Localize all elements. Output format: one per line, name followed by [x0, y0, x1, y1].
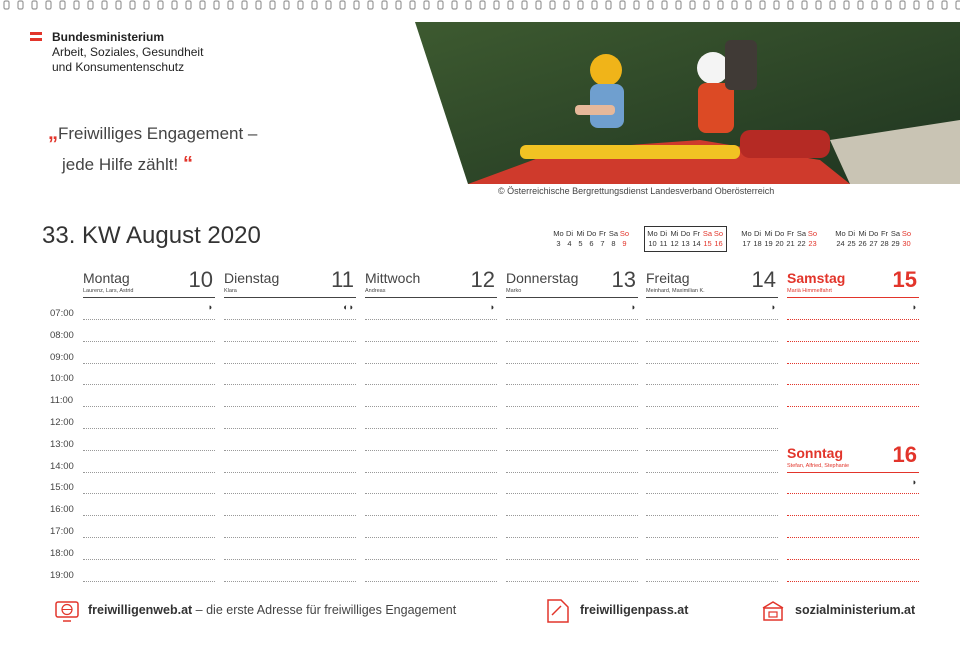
time-slot-line[interactable] — [224, 319, 356, 320]
footer-pass[interactable] — [580, 603, 688, 617]
time-slot-line[interactable] — [646, 384, 778, 385]
time-slot-line[interactable] — [224, 559, 356, 560]
ministry-line3: und Konsumentenschutz — [52, 60, 185, 74]
time-slot-line[interactable] — [646, 581, 778, 582]
time-slot-line[interactable] — [365, 515, 497, 516]
mini-calendar-weekday: Fr — [598, 229, 607, 238]
moon-phase-icon: ◐◗ — [343, 302, 354, 312]
time-label: 07:00 — [50, 308, 74, 319]
time-slot-line[interactable] — [365, 581, 497, 582]
mini-calendar-day: 28 — [880, 239, 889, 248]
mini-calendar-weekday: Mo — [741, 229, 752, 238]
time-slot-line[interactable] — [365, 537, 497, 538]
moon-phase-icon: ◗ — [911, 477, 917, 487]
mini-calendar-day: 27 — [869, 239, 878, 248]
time-slot-line[interactable] — [506, 319, 638, 320]
time-label: 08:00 — [50, 329, 74, 341]
moon-phase-icon: ◗ — [770, 302, 776, 312]
ministry-line2: Arbeit, Soziales, Gesundheit — [52, 45, 204, 59]
time-slot-line[interactable] — [506, 450, 638, 451]
time-slot-line[interactable] — [83, 581, 215, 582]
mini-calendar-day: 26 — [858, 239, 867, 248]
time-slot-line[interactable] — [224, 450, 356, 451]
time-slot-line[interactable] — [646, 406, 778, 407]
time-slot-line[interactable] — [506, 581, 638, 582]
mini-calendar-day: 10 — [648, 239, 657, 248]
footer-web-link[interactable]: freiwilligenweb.at — [88, 603, 193, 617]
footer-web-text: – die erste Adresse für freiwilliges Engagement — [192, 603, 457, 617]
time-slot-line[interactable] — [787, 363, 919, 364]
mini-calendar-day: 8 — [611, 239, 616, 248]
time-slot-line[interactable] — [646, 515, 778, 516]
day-underline — [224, 297, 356, 298]
slogan — [48, 118, 257, 180]
mini-calendar-day: 4 — [567, 239, 572, 248]
time-label: 10:00 — [50, 373, 74, 385]
day-number: 11 — [331, 267, 354, 292]
time-slot-line[interactable] — [787, 406, 919, 407]
ministry-line1: Bundesministerium — [52, 30, 165, 44]
day-name: Montag — [83, 270, 130, 286]
mini-calendar-weekday: Do — [774, 229, 785, 238]
close-quote: “ — [182, 153, 193, 175]
time-slot-line[interactable] — [83, 341, 215, 342]
time-slot-line[interactable] — [787, 559, 919, 560]
mini-calendar — [741, 229, 818, 249]
day-namedays: Klara — [224, 288, 237, 294]
time-slot-line[interactable] — [365, 428, 497, 429]
time-slot-line[interactable] — [365, 559, 497, 560]
mini-calendar-weekday: So — [619, 229, 630, 238]
slogan-line2: jede Hilfe zählt! — [62, 155, 179, 174]
mini-calendar-weekday: Di — [847, 229, 856, 238]
slogan-line1: Freiwilliges Engagement – — [58, 124, 258, 143]
time-slot-line[interactable] — [83, 537, 215, 538]
mini-calendar-weekday: Mi — [670, 229, 679, 238]
mini-calendar-weekday: Mi — [858, 229, 867, 238]
day-number: 10 — [188, 267, 213, 292]
time-slot-line[interactable] — [83, 450, 215, 451]
mini-calendar-day: 7 — [600, 239, 605, 248]
time-slot-line[interactable] — [83, 493, 215, 494]
mini-calendar-weekday: So — [713, 229, 724, 238]
day-name: Donnerstag — [506, 270, 579, 286]
time-slot-line[interactable] — [506, 559, 638, 560]
mini-calendar-day: 11 — [659, 239, 668, 248]
time-slot-line[interactable] — [365, 363, 497, 364]
time-slot-line[interactable] — [224, 406, 356, 407]
time-slot-line[interactable] — [646, 428, 778, 429]
day-underline — [83, 297, 215, 298]
moon-phase-icon: ◗ — [630, 302, 636, 312]
time-slot-line[interactable] — [365, 384, 497, 385]
open-quote: „ — [48, 122, 58, 144]
time-slot-line[interactable] — [224, 428, 356, 429]
time-slot-line[interactable] — [365, 450, 497, 451]
day-name: Dienstag — [224, 270, 280, 286]
time-slot-line[interactable] — [506, 341, 638, 342]
time-slot-line[interactable] — [506, 406, 638, 407]
mini-calendar-day: 18 — [753, 239, 762, 248]
time-label: 17:00 — [50, 526, 74, 537]
time-slot-line[interactable] — [83, 428, 215, 429]
moon-phase-icon: ◗ — [911, 302, 917, 312]
mini-calendar-weekday: Mi — [764, 229, 773, 238]
time-slot-line[interactable] — [787, 581, 919, 582]
building-icon — [761, 600, 785, 622]
mini-calendar — [553, 229, 630, 249]
footer-pass-link[interactable]: freiwilligenpass.at — [580, 603, 689, 617]
day-underline — [646, 297, 778, 298]
mini-calendar-weekday: Sa — [702, 229, 713, 238]
time-slot-line[interactable] — [83, 515, 215, 516]
time-slot-line[interactable] — [224, 384, 356, 385]
mini-calendar-day: 20 — [775, 239, 784, 248]
pass-document-icon — [546, 598, 570, 624]
mini-calendar-day: 21 — [786, 239, 795, 248]
day-namedays: Mariä Himmelfahrt — [787, 288, 832, 294]
time-slot-line[interactable] — [506, 384, 638, 385]
mini-calendar-day: 15 — [703, 239, 712, 248]
mini-calendar-weekday: Mo — [553, 229, 564, 238]
mini-calendar-weekday: So — [901, 229, 912, 238]
day-namedays: Marko — [506, 288, 522, 294]
time-slot-line[interactable] — [506, 363, 638, 364]
mini-calendar-weekday: Do — [868, 229, 879, 238]
day-underline — [787, 472, 919, 473]
time-slot-line[interactable] — [646, 559, 778, 560]
time-label: 15:00 — [50, 482, 74, 494]
mini-calendar-day: 30 — [902, 239, 911, 248]
day-number: 16 — [892, 442, 917, 467]
time-slot-line[interactable] — [83, 384, 215, 385]
footer-ministry[interactable] — [795, 603, 915, 617]
mini-calendar-day: 16 — [714, 239, 723, 248]
day-namedays: Stefan, Alfried, Stephanie — [787, 463, 850, 469]
day-name: Mittwoch — [365, 270, 421, 286]
day-namedays: Meinhard, Maximilian K. — [646, 288, 705, 294]
mini-calendar-weekday: Fr — [692, 229, 701, 238]
mini-calendar — [647, 229, 724, 249]
footer-ministry-link[interactable]: sozialministerium.at — [795, 603, 916, 617]
time-slot-line[interactable] — [787, 319, 919, 320]
time-slot-line[interactable] — [224, 581, 356, 582]
day-number: 13 — [611, 267, 636, 292]
day-number: 14 — [751, 267, 776, 292]
time-slot-line[interactable] — [787, 341, 919, 342]
mini-calendar-day: 9 — [622, 239, 627, 248]
mini-calendar-weekday: Fr — [786, 229, 795, 238]
mini-calendar-day: 5 — [578, 239, 583, 248]
mini-calendar-day: 12 — [670, 239, 679, 248]
day-namedays: Andreas — [365, 288, 386, 294]
time-slot-line[interactable] — [506, 515, 638, 516]
mini-calendar-weekday: Di — [753, 229, 762, 238]
time-slot-line[interactable] — [224, 493, 356, 494]
mini-calendar-weekday: Mo — [647, 229, 658, 238]
day-namedays: Laurenz, Lars, Astrid — [83, 288, 134, 294]
mini-calendar-day: 22 — [797, 239, 806, 248]
time-slot-line[interactable] — [646, 537, 778, 538]
day-number: 12 — [470, 267, 495, 292]
time-label: 18:00 — [50, 547, 74, 559]
time-slot-line[interactable] — [506, 428, 638, 429]
time-slot-line[interactable] — [646, 450, 778, 451]
day-underline — [506, 297, 638, 298]
day-number: 15 — [892, 267, 917, 292]
photo-credit: © Österreichische Bergrettungsdienst Landesverband Oberösterreich — [498, 186, 775, 196]
mini-calendar-day: 13 — [681, 239, 690, 248]
mini-calendar-day: 17 — [742, 239, 751, 248]
time-slot-line[interactable] — [646, 472, 778, 473]
time-slot-line[interactable] — [365, 319, 497, 320]
time-label: 14:00 — [50, 460, 74, 472]
time-slot-line[interactable] — [83, 559, 215, 560]
time-label: 13:00 — [50, 438, 74, 450]
mini-calendar-day: 19 — [764, 239, 773, 248]
time-slot-line[interactable] — [506, 537, 638, 538]
time-slot-line[interactable] — [83, 406, 215, 407]
mini-calendar-day: 6 — [589, 239, 594, 248]
time-label: 09:00 — [50, 351, 74, 363]
time-slot-line[interactable] — [83, 472, 215, 473]
time-slot-line[interactable] — [365, 341, 497, 342]
mini-calendar-day: 14 — [692, 239, 701, 248]
moon-phase-icon: ◗ — [489, 302, 495, 312]
time-slot-line[interactable] — [787, 537, 919, 538]
footer-web[interactable] — [88, 603, 456, 617]
mini-calendar-weekday: Fr — [880, 229, 889, 238]
mini-calendar-weekday: Mo — [835, 229, 846, 238]
time-slot-line[interactable] — [646, 319, 778, 320]
austria-flag-icon — [30, 32, 42, 41]
time-slot-line[interactable] — [365, 472, 497, 473]
day-underline — [365, 297, 497, 298]
day-underline — [787, 297, 919, 298]
mini-calendar-weekday: Di — [565, 229, 574, 238]
mini-calendar-day: 3 — [556, 239, 561, 248]
time-slot-line[interactable] — [646, 363, 778, 364]
time-slot-line[interactable] — [646, 341, 778, 342]
mini-calendar — [835, 229, 912, 249]
mini-calendar-weekday: Sa — [608, 229, 619, 238]
time-slot-line[interactable] — [365, 493, 497, 494]
time-slot-line[interactable] — [224, 363, 356, 364]
mini-calendar-weekday: Do — [680, 229, 691, 238]
ministry-logo — [30, 30, 203, 75]
time-slot-line[interactable] — [83, 363, 215, 364]
mini-calendar-weekday: Di — [659, 229, 668, 238]
mini-calendar-day: 29 — [891, 239, 900, 248]
time-slot-line[interactable] — [787, 515, 919, 516]
time-slot-line[interactable] — [646, 493, 778, 494]
mini-calendar-day: 24 — [836, 239, 845, 248]
time-slot-line[interactable] — [224, 515, 356, 516]
moon-phase-icon: ◗ — [207, 302, 213, 312]
time-label: 12:00 — [50, 417, 74, 428]
mini-calendar-day: 25 — [847, 239, 856, 248]
day-name: Freitag — [646, 270, 690, 286]
time-slot-line[interactable] — [506, 493, 638, 494]
time-slot-line[interactable] — [83, 319, 215, 320]
time-slot-line[interactable] — [224, 537, 356, 538]
time-slot-line[interactable] — [787, 493, 919, 494]
day-name: Samstag — [787, 270, 846, 286]
week-title: 33. KW August 2020 — [42, 222, 261, 249]
mini-calendar-weekday: So — [807, 229, 818, 238]
time-slot-line[interactable] — [224, 472, 356, 473]
globe-monitor-icon — [55, 601, 79, 623]
time-label: 16:00 — [50, 504, 74, 516]
mini-calendar-weekday: Sa — [890, 229, 901, 238]
time-label: 11:00 — [50, 395, 74, 407]
time-slot-line[interactable] — [224, 341, 356, 342]
day-name: Sonntag — [787, 445, 843, 461]
mini-calendar-weekday: Do — [586, 229, 597, 238]
time-slot-line[interactable] — [506, 472, 638, 473]
time-slot-line[interactable] — [365, 406, 497, 407]
mini-calendar-weekday: Sa — [796, 229, 807, 238]
time-slot-line[interactable] — [787, 384, 919, 385]
mini-calendar-weekday: Mi — [576, 229, 585, 238]
mini-calendar-day: 23 — [808, 239, 817, 248]
time-label: 19:00 — [50, 569, 74, 581]
